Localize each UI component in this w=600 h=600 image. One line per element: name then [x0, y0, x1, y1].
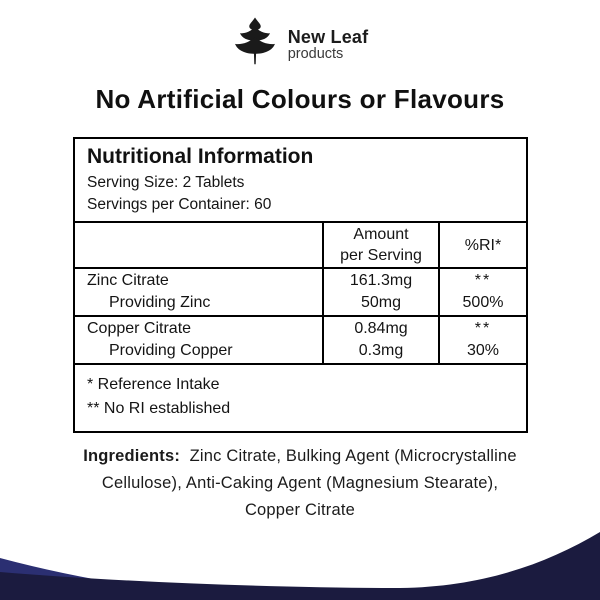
nutrient-name-sub: Providing Copper	[109, 342, 233, 359]
headline-claim: No Artificial Colours or Flavours	[95, 84, 505, 114]
column-header-amount: Amount per Serving	[322, 223, 438, 267]
brand-subtitle: products	[287, 45, 344, 62]
nutrition-table-title: Nutritional Information	[87, 145, 314, 168]
nutrient-name: Zinc Citrate	[87, 272, 169, 289]
serving-size: Serving Size: 2 Tablets	[87, 174, 245, 191]
table-footnotes	[75, 365, 526, 431]
table-row-zinc	[75, 269, 526, 317]
footnote-reference-intake: * Reference Intake	[87, 376, 220, 393]
brand-logo	[0, 16, 600, 68]
column-header-row	[75, 223, 526, 269]
amount-value: 161.3mg	[349, 272, 413, 289]
ri-value-sub: 500%	[462, 294, 504, 311]
nutrition-table-head	[75, 139, 526, 223]
brand-text	[288, 22, 369, 62]
nutrient-name: Copper Citrate	[87, 320, 192, 337]
footnote-no-ri: ** No RI established	[87, 400, 231, 417]
nutrient-name-sub: Providing Zinc	[109, 294, 211, 311]
ingredients-line: Zinc Citrate, Bulking Agent (Microcrystalline	[189, 447, 517, 465]
table-row-copper	[75, 317, 526, 365]
amount-value-sub: 0.3mg	[358, 342, 404, 359]
ri-value: **	[474, 320, 492, 337]
ri-value: **	[474, 272, 492, 289]
ingredients-label: Ingredients:	[83, 447, 181, 465]
tree-icon	[232, 16, 278, 68]
column-header-ri: %RI*	[438, 223, 526, 267]
amount-value: 0.84mg	[354, 320, 408, 337]
amount-value-sub: 50mg	[360, 294, 402, 311]
brand-name: New Leaf	[287, 26, 369, 47]
column-header-empty	[75, 223, 322, 267]
ingredients-line: Copper Citrate	[244, 501, 356, 519]
swoosh-front-layer	[0, 532, 600, 600]
nutrition-table	[73, 137, 528, 433]
servings-per-container: Servings per Container: 60	[87, 196, 272, 213]
ingredients-line: Cellulose), Anti-Caking Agent (Magnesium Stearate),	[101, 474, 499, 492]
bottom-swoosh-decoration	[0, 508, 600, 600]
ri-value-sub: 30%	[466, 342, 500, 359]
